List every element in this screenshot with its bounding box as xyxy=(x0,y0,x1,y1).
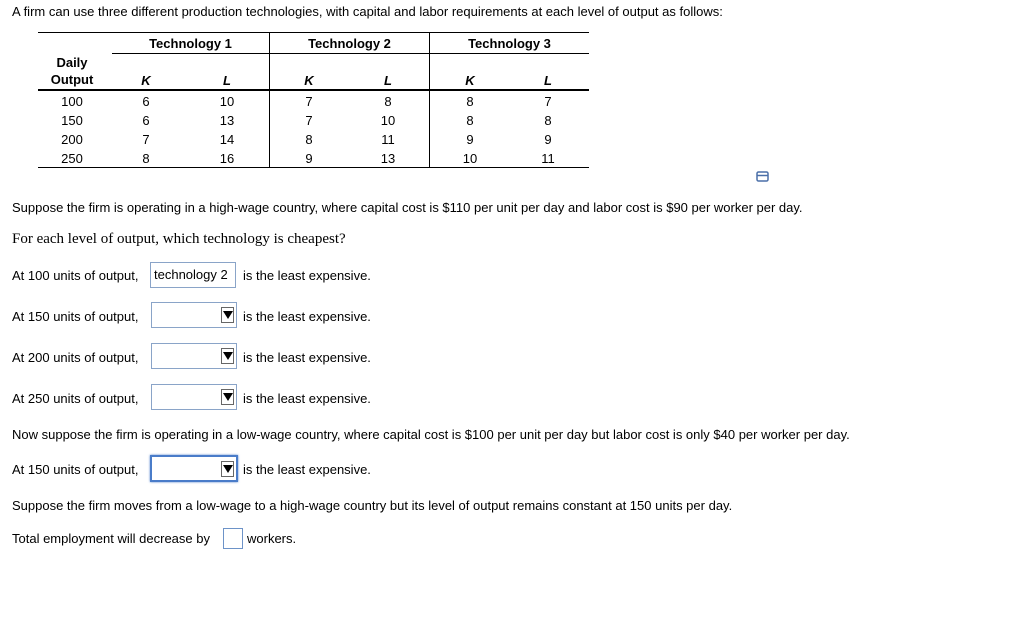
q100-answer-box xyxy=(150,262,236,288)
low-wage-scenario: Now suppose the firm is operating in a low-wage country, where capital cost is $100 per unit per day but labor cost is only $40 per worker per day. xyxy=(12,427,850,442)
header-technology-2: Technology 2 xyxy=(308,36,391,51)
cell-t3-l: 7 xyxy=(544,94,552,109)
cell-t3-l: 11 xyxy=(541,151,555,166)
table-bottom-rule xyxy=(38,167,589,168)
header-technology-3: Technology 3 xyxy=(468,36,551,51)
dropdown-arrow-icon xyxy=(221,307,234,323)
subheader-t2-l: L xyxy=(384,73,392,88)
header-technology-1: Technology 1 xyxy=(149,36,232,51)
row-output: 200 xyxy=(61,132,83,147)
subheader-t1-k: K xyxy=(141,73,151,88)
intro-text: A firm can use three different production technologies, with capital and labor requirements at each level of output as follows: xyxy=(12,4,723,19)
subheader-t3-l: L xyxy=(544,73,552,88)
table-header-rule xyxy=(112,53,589,54)
move-scenario: Suppose the firm moves from a low-wage to a high-wage country but its level of output remains constant at 150 units per day. xyxy=(12,498,733,513)
copy-table-icon[interactable] xyxy=(756,171,770,183)
header-output: Output xyxy=(50,72,94,87)
q250-technology-dropdown[interactable] xyxy=(151,384,237,410)
subheader-t2-k: K xyxy=(304,73,314,88)
q100-label: At 100 units of output, xyxy=(12,268,139,283)
row-output: 250 xyxy=(61,151,83,166)
cell-t1-k: 6 xyxy=(142,94,150,109)
table-divider-2 xyxy=(429,33,430,167)
cell-t1-l: 14 xyxy=(219,132,235,147)
q200-suffix: is the least expensive. xyxy=(243,350,371,365)
cell-t2-l: 13 xyxy=(380,151,396,166)
cell-t3-k: 8 xyxy=(466,113,474,128)
table-subheader-rule xyxy=(38,89,589,91)
cell-t3-k: 9 xyxy=(466,132,474,147)
low-q150-technology-dropdown[interactable] xyxy=(150,455,238,482)
row-output: 100 xyxy=(61,94,83,109)
q150-suffix: is the least expensive. xyxy=(243,309,371,324)
q250-label: At 250 units of output, xyxy=(12,391,139,406)
cell-t1-l: 16 xyxy=(219,151,235,166)
q150-label: At 150 units of output, xyxy=(12,309,139,324)
q250-suffix: is the least expensive. xyxy=(243,391,371,406)
cell-t3-l: 9 xyxy=(544,132,552,147)
cell-t1-l: 13 xyxy=(219,113,235,128)
cell-t1-k: 7 xyxy=(142,132,150,147)
question-text: For each level of output, which technology is cheapest? xyxy=(12,231,346,247)
header-daily: Daily xyxy=(56,55,88,70)
cell-t2-l: 8 xyxy=(384,94,392,109)
low-q150-suffix: is the least expensive. xyxy=(243,462,371,477)
q150-technology-dropdown[interactable] xyxy=(151,302,237,328)
employment-suffix: workers. xyxy=(247,531,297,546)
subheader-t3-k: K xyxy=(465,73,475,88)
cell-t1-k: 6 xyxy=(142,113,150,128)
employment-label: Total employment will decrease by xyxy=(12,531,210,546)
high-wage-scenario: Suppose the firm is operating in a high-wage country, where capital cost is $110 per unit per day and labor cost is $90 per worker per day. xyxy=(12,200,803,215)
cell-t2-l: 10 xyxy=(380,113,396,128)
cell-t1-k: 8 xyxy=(142,151,150,166)
q100-answer: technology 2 xyxy=(154,267,228,282)
dropdown-arrow-icon xyxy=(221,348,234,364)
cell-t3-l: 8 xyxy=(544,113,552,128)
table-top-rule xyxy=(38,32,589,33)
row-output: 150 xyxy=(61,113,83,128)
cell-t2-l: 11 xyxy=(381,132,395,147)
low-q150-label: At 150 units of output, xyxy=(12,462,139,477)
cell-t3-k: 8 xyxy=(466,94,474,109)
employment-decrease-input[interactable] xyxy=(223,528,243,549)
cell-t2-k: 9 xyxy=(305,151,313,166)
q200-technology-dropdown[interactable] xyxy=(151,343,237,369)
cell-t2-k: 8 xyxy=(305,132,313,147)
table-divider-1 xyxy=(269,33,270,167)
dropdown-arrow-icon xyxy=(221,461,234,477)
q100-suffix: is the least expensive. xyxy=(243,268,371,283)
cell-t1-l: 10 xyxy=(219,94,235,109)
cell-t3-k: 10 xyxy=(462,151,478,166)
cell-t2-k: 7 xyxy=(305,94,313,109)
q200-label: At 200 units of output, xyxy=(12,350,139,365)
subheader-t1-l: L xyxy=(223,73,231,88)
dropdown-arrow-icon xyxy=(221,389,234,405)
cell-t2-k: 7 xyxy=(305,113,313,128)
